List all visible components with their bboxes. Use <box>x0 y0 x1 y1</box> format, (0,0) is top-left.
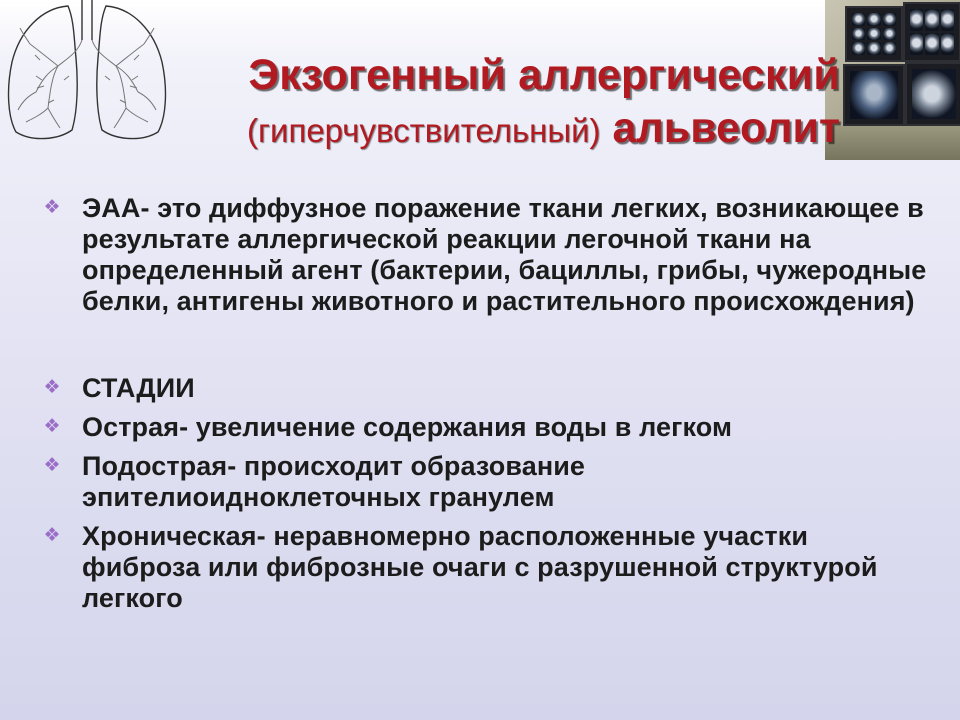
bullet-text: Подострая- происходит образование эпителиоидноклеточных гранулем <box>82 451 586 512</box>
ct-monitors-photo <box>825 0 960 160</box>
monitor <box>845 6 903 62</box>
diamond-bullet-icon: ❖ <box>43 525 61 546</box>
bullet-text: Острая- увеличение содержания воды в легком <box>82 412 733 442</box>
diamond-bullet-icon: ❖ <box>43 197 61 218</box>
bullet-stages-heading <box>40 373 930 404</box>
bullet-text: Хроническая- неравномерно расположенные участки фиброза или фиброзные очаги с разрушенной структурой легкого <box>82 521 878 613</box>
bullet-list <box>40 193 930 614</box>
title-line-1: Экзогенный аллергический <box>248 51 840 99</box>
monitor <box>903 2 960 62</box>
diamond-bullet-icon: ❖ <box>43 377 61 398</box>
title-main-word: альвеолит <box>612 104 840 152</box>
monitor <box>905 62 960 126</box>
bullet-chronic-stage <box>40 521 930 614</box>
bullet-text: ЭАА- это диффузное поражение ткани легких, возникающее в результате аллергической реакции легочной ткани на определенный агент (бактерии, бациллы, грибы, чужеродные белки, антигены животного и растительного происхождения) <box>82 193 927 316</box>
diamond-bullet-icon: ❖ <box>43 455 61 476</box>
monitor <box>843 64 905 126</box>
bullet-acute-stage <box>40 412 930 443</box>
bullet-subacute-stage <box>40 451 930 513</box>
lungs-illustration <box>2 0 170 148</box>
title-parenthetical: (гиперчувствительный) <box>246 112 601 149</box>
title-line-2 <box>160 102 840 164</box>
bullet-definition <box>40 193 930 317</box>
bullet-text: СТАДИИ <box>82 373 195 403</box>
diamond-bullet-icon: ❖ <box>43 416 61 437</box>
slide-title <box>160 50 840 164</box>
